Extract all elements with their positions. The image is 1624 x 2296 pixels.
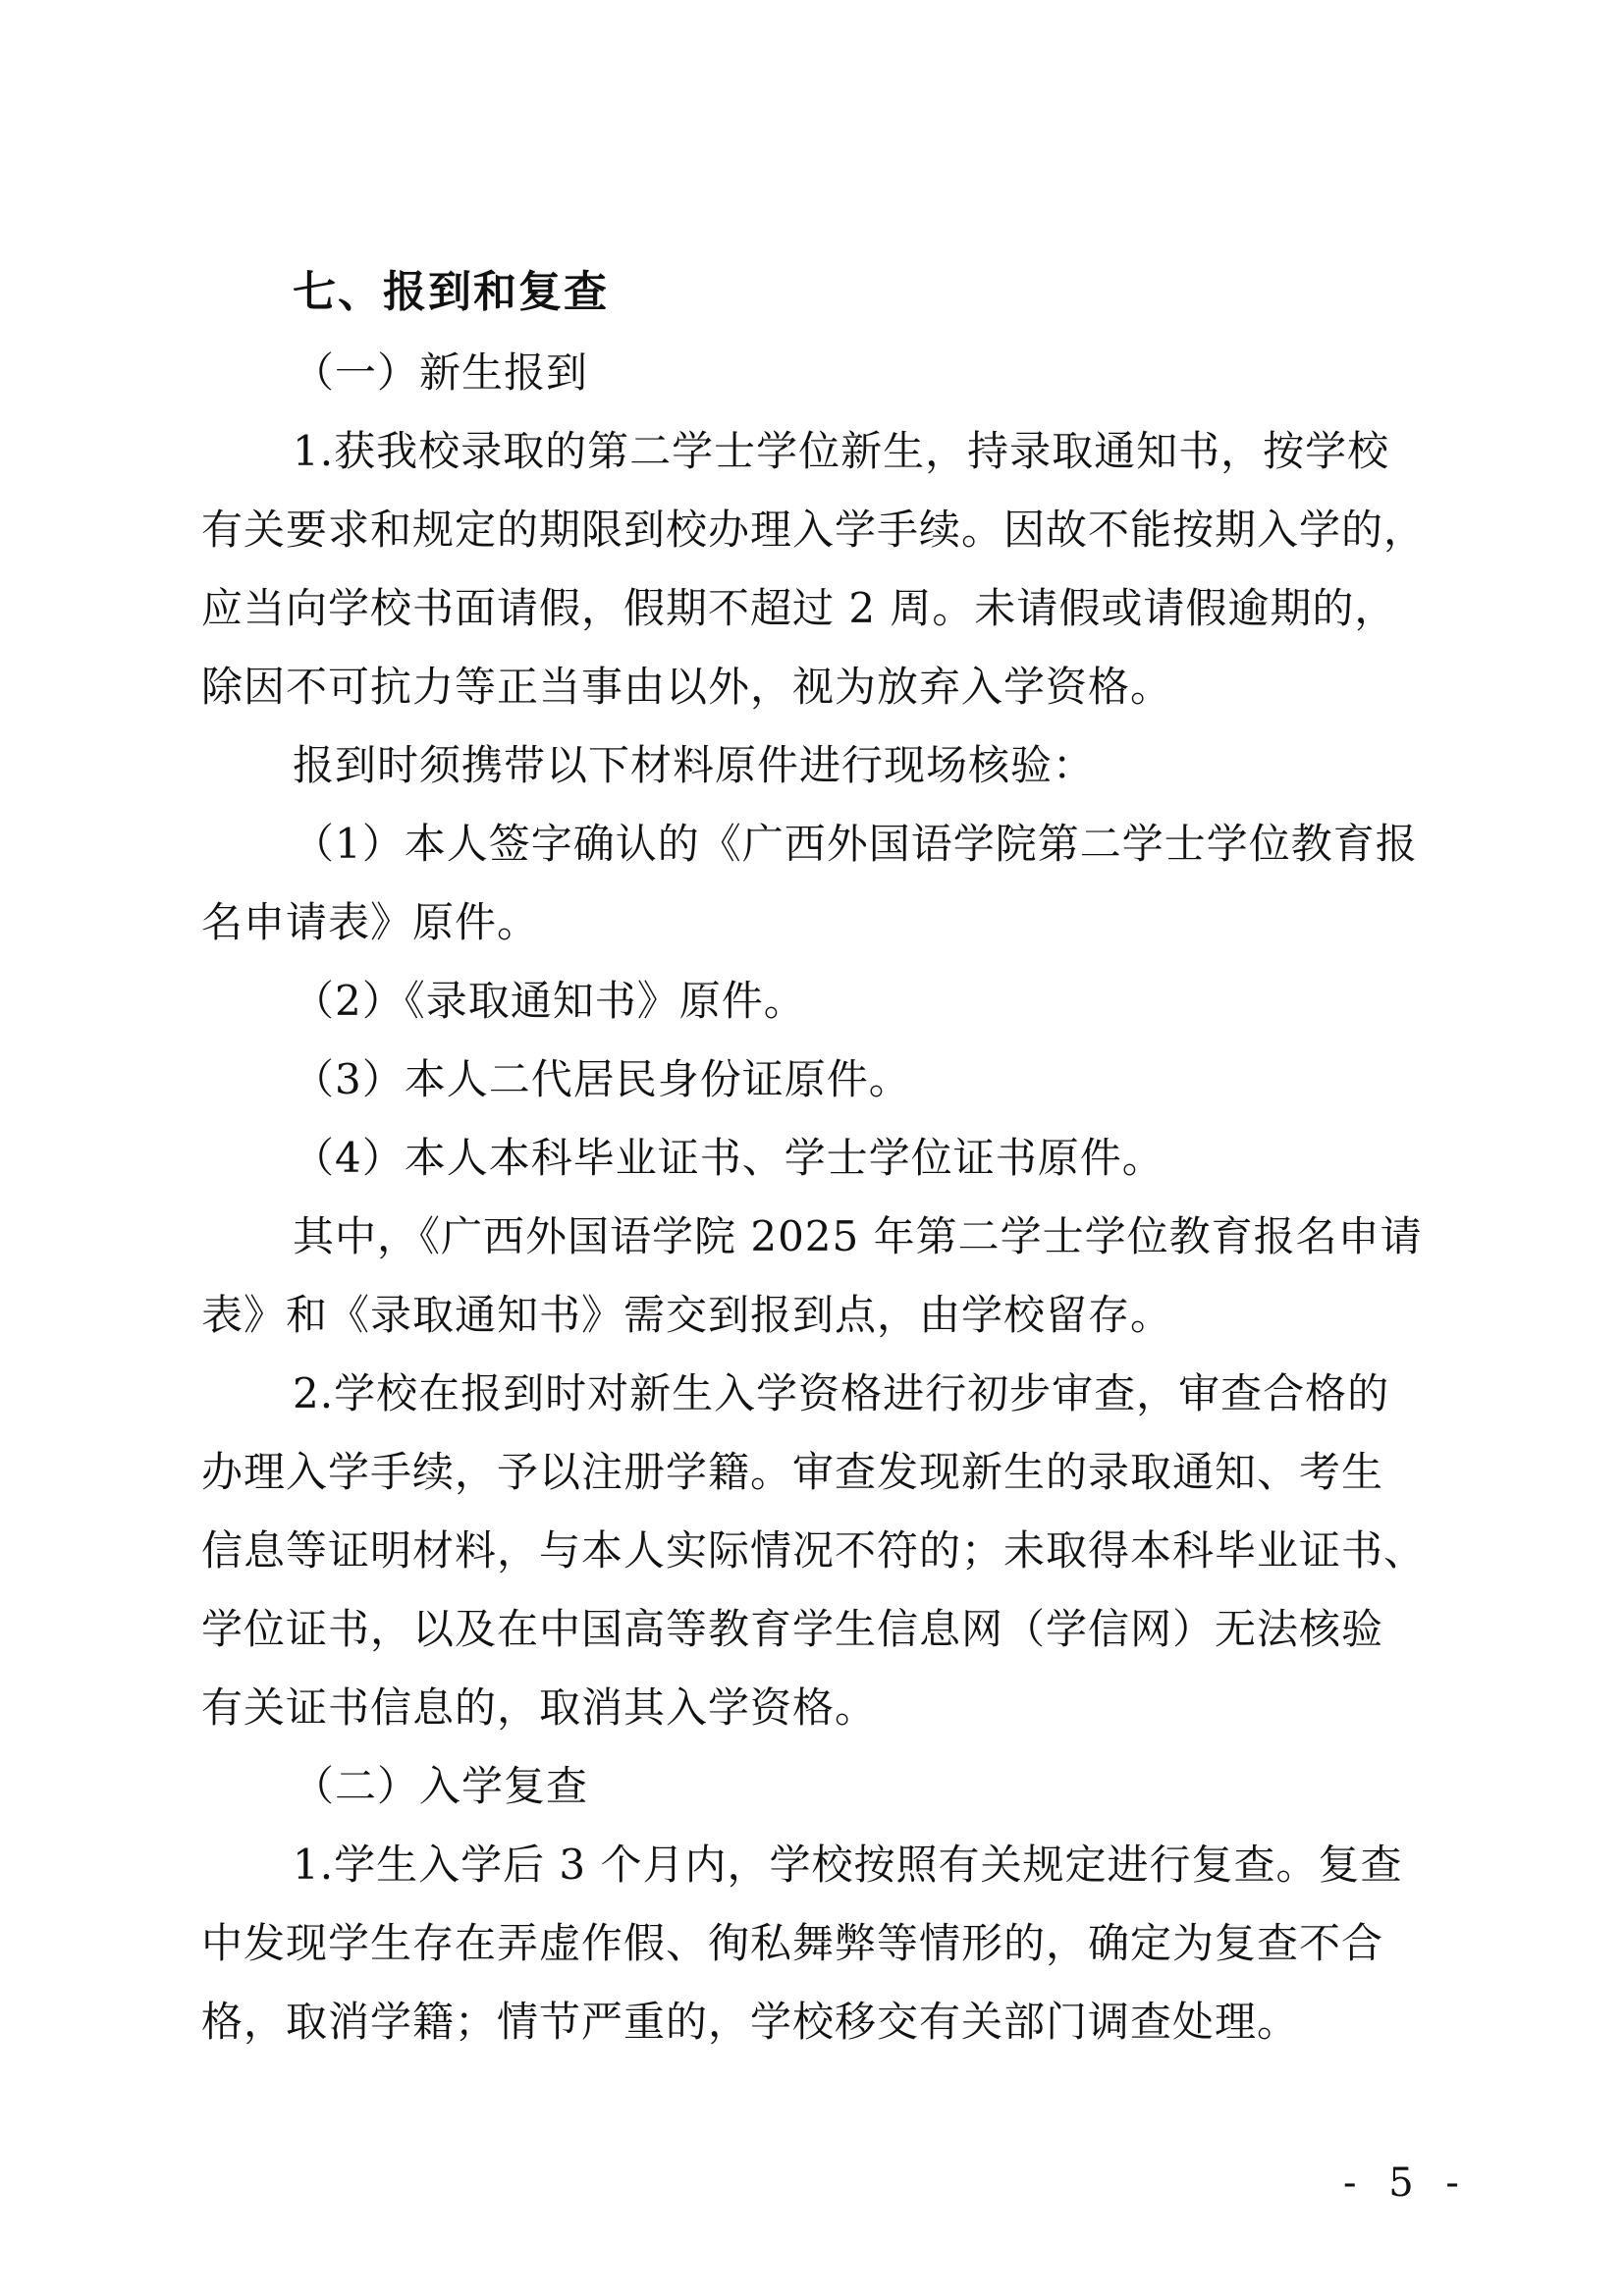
list-item-line: （1）本人签字确认的《广西外国语学院第二学士学位教育报 <box>293 820 1418 868</box>
paragraph-line: 中发现学生存在弄虚作假、徇私舞弊等情形的，确定为复查不合 <box>201 1919 1384 1967</box>
paragraph-line: 信息等证明材料，与本人实际情况不符的；未取得本科毕业证书、 <box>201 1526 1427 1575</box>
list-item-line: （2）《录取通知书》原件。 <box>293 977 806 1025</box>
paragraph-line: 有关证书信息的，取消其入学资格。 <box>201 1683 878 1732</box>
list-item-line: 名申请表》原件。 <box>201 898 540 946</box>
subsection-heading-reexamination: （二）入学复查 <box>293 1762 589 1810</box>
paragraph-line: 表》和《录取通知书》需交到报到点，由学校留存。 <box>201 1291 1173 1339</box>
paragraph-line: 学位证书，以及在中国高等教育学生信息网（学信网）无法核验 <box>201 1605 1384 1653</box>
paragraph-line: 其中，《广西外国语学院 2025 年第二学士学位教育报名申请 <box>293 1212 1423 1260</box>
section-heading: 七、报到和复查 <box>293 267 609 317</box>
paragraph-line: 1.获我校录取的第二学士学位新生，持录取通知书，按学校 <box>293 427 1390 475</box>
paragraph-materials-intro: 报到时须携带以下材料原件进行现场核验： <box>293 741 1096 789</box>
list-item-line: （4）本人本科毕业证书、学士学位证书原件。 <box>293 1134 1164 1182</box>
subsection-heading-registration: （一）新生报到 <box>293 348 589 397</box>
paragraph-line: 除因不可抗力等正当事由以外，视为放弃入学资格。 <box>201 663 1173 711</box>
list-item-line: （3）本人二代居民身份证原件。 <box>293 1055 911 1103</box>
paragraph-line: 有关要求和规定的期限到校办理入学手续。因故不能按期入学的， <box>201 506 1427 554</box>
paragraph-line: 1.学生入学后 3 个月内，学校按照有关规定进行复查。复查 <box>293 1841 1403 1889</box>
paragraph-line: 2.学校在报到时对新生入学资格进行初步审查，审查合格的 <box>293 1369 1390 1417</box>
paragraph-line: 格，取消学籍；情节严重的，学校移交有关部门调查处理。 <box>201 1998 1300 2046</box>
paragraph-line: 办理入学手续，予以注册学籍。审查发现新生的录取通知、考生 <box>201 1448 1384 1496</box>
paragraph-line: 应当向学校书面请假，假期不超过 2 周。未请假或请假逾期的， <box>201 584 1397 632</box>
page-number: - 5 - <box>1343 2161 1469 2206</box>
